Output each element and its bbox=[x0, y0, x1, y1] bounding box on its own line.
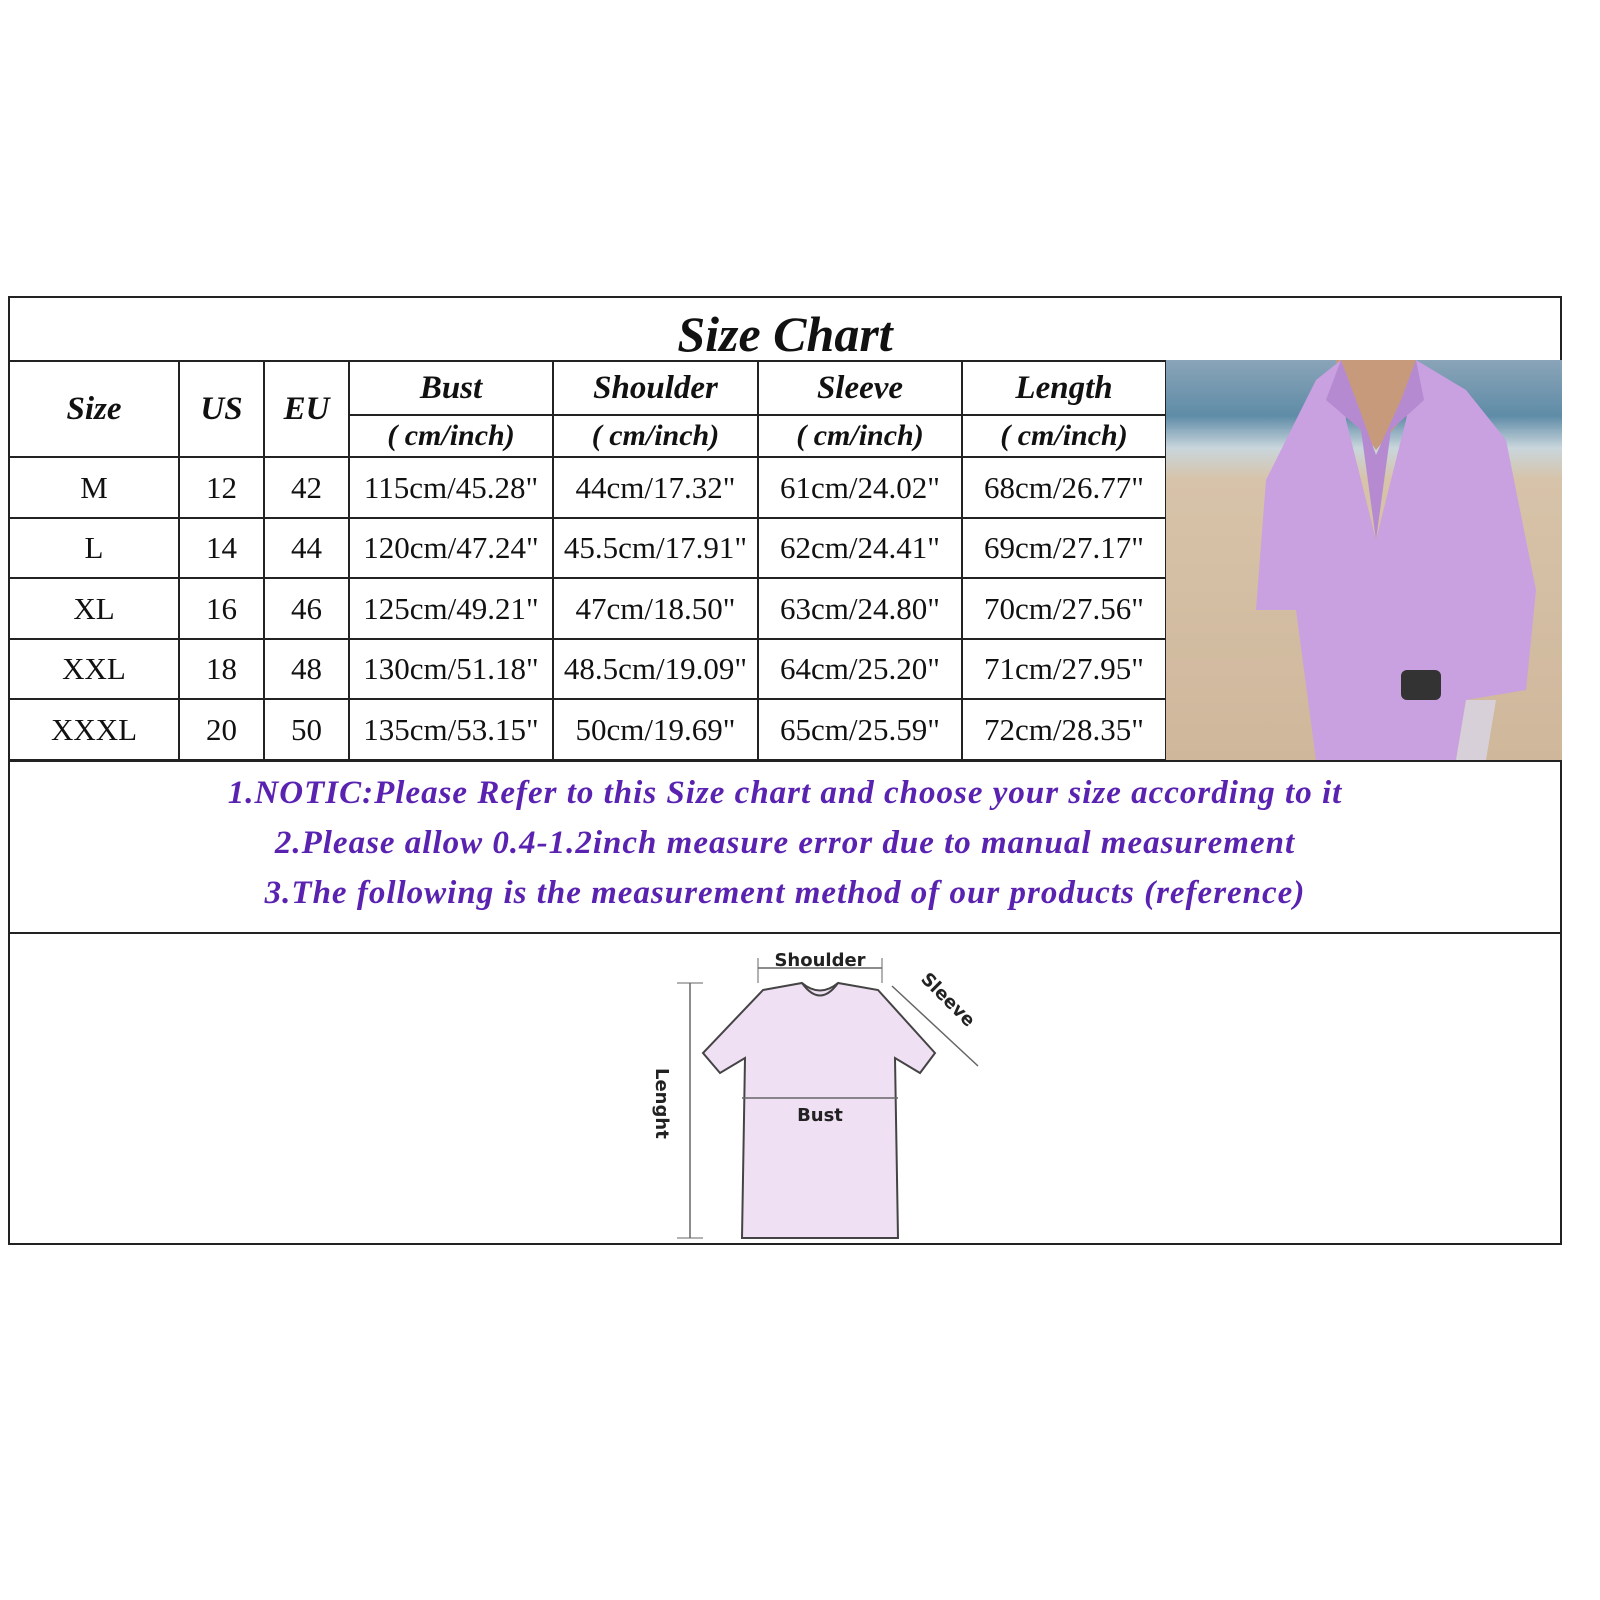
cell-bust: 120cm/47.24" bbox=[349, 518, 553, 578]
cell-size: M bbox=[10, 457, 179, 518]
header-eu: EU bbox=[264, 361, 349, 457]
size-table bbox=[10, 360, 1167, 761]
cell-size: XL bbox=[10, 578, 179, 639]
cell-us: 14 bbox=[179, 518, 264, 578]
cell-eu: 42 bbox=[264, 457, 349, 518]
header-size: Size bbox=[10, 361, 179, 457]
cell-us: 20 bbox=[179, 699, 264, 760]
table-row bbox=[10, 518, 1166, 578]
measurement-diagram bbox=[630, 938, 990, 1248]
header-shoulder: Shoulder bbox=[553, 361, 758, 415]
cell-length: 71cm/27.95" bbox=[962, 639, 1166, 699]
cell-shoulder: 45.5cm/17.91" bbox=[553, 518, 758, 578]
header-bust: Bust bbox=[349, 361, 553, 415]
table-row bbox=[10, 578, 1166, 639]
unit-label: ( cm/inch) bbox=[758, 415, 962, 457]
chart-title: Size Chart bbox=[677, 306, 893, 362]
cell-length: 72cm/28.35" bbox=[962, 699, 1166, 760]
cell-shoulder: 48.5cm/19.09" bbox=[553, 639, 758, 699]
cell-eu: 48 bbox=[264, 639, 349, 699]
cell-bust: 135cm/53.15" bbox=[349, 699, 553, 760]
cell-eu: 50 bbox=[264, 699, 349, 760]
table-row bbox=[10, 639, 1166, 699]
unit-label: ( cm/inch) bbox=[962, 415, 1166, 457]
cell-length: 69cm/27.17" bbox=[962, 518, 1166, 578]
header-us: US bbox=[179, 361, 264, 457]
cell-size: L bbox=[10, 518, 179, 578]
diagram-label-bust: Bust bbox=[797, 1105, 843, 1126]
note-1: 1.NOTIC:Please Refer to this Size chart and choose your size according to it bbox=[227, 775, 1343, 811]
cell-shoulder: 44cm/17.32" bbox=[553, 457, 758, 518]
cell-sleeve: 64cm/25.20" bbox=[758, 639, 962, 699]
header-length: Length bbox=[962, 361, 1166, 415]
unit-label: ( cm/inch) bbox=[349, 415, 553, 457]
note-3: 3.The following is the measurement method of our products (reference) bbox=[264, 875, 1306, 911]
cell-size: XXL bbox=[10, 639, 179, 699]
cell-sleeve: 63cm/24.80" bbox=[758, 578, 962, 639]
cell-shoulder: 47cm/18.50" bbox=[553, 578, 758, 639]
cell-bust: 125cm/49.21" bbox=[349, 578, 553, 639]
diagram-label-sleeve: Sleeve bbox=[916, 968, 980, 1032]
cell-us: 12 bbox=[179, 457, 264, 518]
cell-length: 70cm/27.56" bbox=[962, 578, 1166, 639]
table-row bbox=[10, 457, 1166, 518]
model-photo bbox=[1166, 360, 1562, 760]
cell-shoulder: 50cm/19.69" bbox=[553, 699, 758, 760]
diagram-label-shoulder: Shoulder bbox=[774, 950, 866, 971]
table-row bbox=[10, 699, 1166, 760]
notes-section bbox=[10, 760, 1560, 934]
diagram-label-length: Lenght bbox=[651, 1068, 672, 1139]
cell-sleeve: 62cm/24.41" bbox=[758, 518, 962, 578]
cell-bust: 130cm/51.18" bbox=[349, 639, 553, 699]
cell-us: 18 bbox=[179, 639, 264, 699]
unit-label: ( cm/inch) bbox=[553, 415, 758, 457]
cell-sleeve: 61cm/24.02" bbox=[758, 457, 962, 518]
cell-us: 16 bbox=[179, 578, 264, 639]
size-chart bbox=[8, 296, 1562, 1245]
header-sleeve: Sleeve bbox=[758, 361, 962, 415]
header-row bbox=[10, 361, 1166, 415]
cell-eu: 44 bbox=[264, 518, 349, 578]
cell-sleeve: 65cm/25.59" bbox=[758, 699, 962, 760]
cell-eu: 46 bbox=[264, 578, 349, 639]
cell-size: XXXL bbox=[10, 699, 179, 760]
note-2: 2.Please allow 0.4-1.2inch measure error due to manual measurement bbox=[274, 825, 1296, 861]
cell-length: 68cm/26.77" bbox=[962, 457, 1166, 518]
cell-bust: 115cm/45.28" bbox=[349, 457, 553, 518]
